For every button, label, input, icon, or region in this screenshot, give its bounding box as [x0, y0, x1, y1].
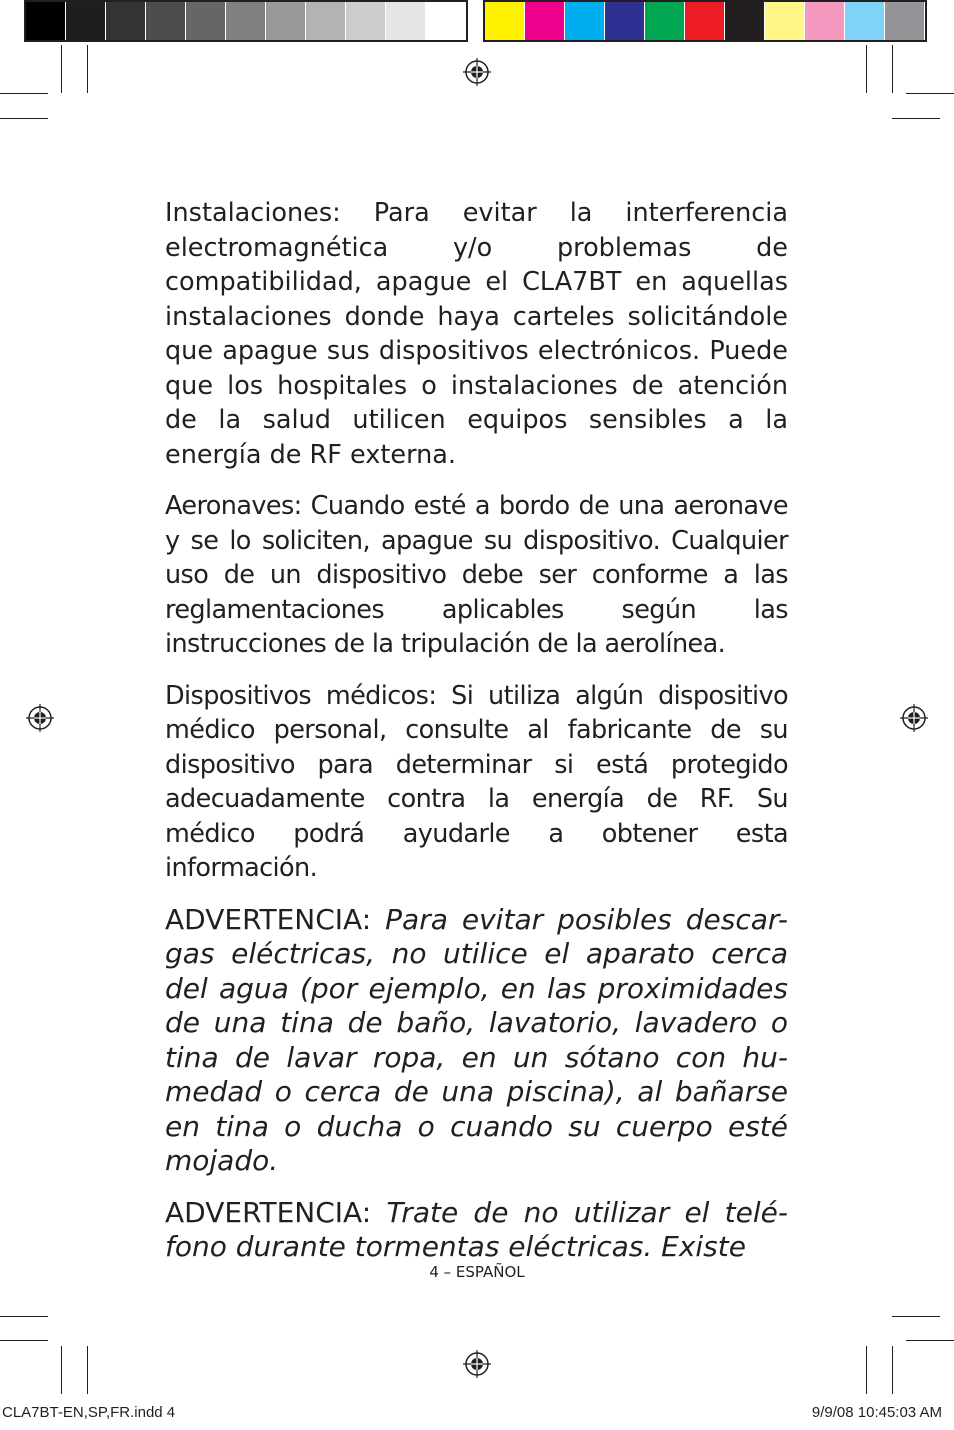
- warning-label: ADVERTENCIA:: [165, 902, 386, 936]
- warning-label: ADVERTENCIA:: [165, 1195, 387, 1229]
- warning-thunderstorm: [165, 1196, 788, 1265]
- color-swatch: [685, 2, 725, 40]
- crop-mark: [866, 1346, 867, 1394]
- color-swatch: [765, 2, 805, 40]
- grayscale-color-bar: [24, 0, 468, 42]
- color-swatch: [106, 2, 146, 40]
- slug-datetime: 9/9/08 10:45:03 AM: [811, 1404, 942, 1421]
- slug-filename: CLA7BT-EN,SP,FR.indd 4: [2, 1404, 176, 1421]
- paragraph-aircraft: Aeronaves: Cuando esté a bordo de una aeronave y se lo soliciten, apague su dispositivo. Cualquier uso de un dispositivo debe ser conforme a las reglamentaciones aplicables según las instrucciones de la tripulación de la aerolínea.: [165, 491, 788, 659]
- paragraph-installations: Instalaciones: Para evitar la interferencia electromagnética y/o problemas de compatibilidad, apague el CLA7BT en aquellas instalaciones donde haya carteles solicitándole que apague sus dispositivos electrónicos. Puede que los hospitales o instalaciones de atención de la salud utilicen equipos sensibles a la energía de RF externa.: [165, 198, 788, 470]
- color-swatch: [226, 2, 266, 40]
- crop-mark: [0, 1340, 48, 1341]
- color-swatch: [485, 2, 525, 40]
- color-swatch: [885, 2, 925, 40]
- registration-mark-icon: [463, 58, 491, 86]
- crop-mark: [866, 45, 867, 93]
- color-swatch: [845, 2, 885, 40]
- warning-electric-shock: [165, 903, 788, 1179]
- crop-mark: [0, 93, 48, 94]
- color-swatch: [306, 2, 346, 40]
- process-color-bar: [483, 0, 927, 42]
- color-swatch: [26, 2, 66, 40]
- color-swatch: [725, 2, 765, 40]
- crop-mark: [87, 1346, 88, 1394]
- crop-mark: [892, 1316, 940, 1317]
- color-swatch: [346, 2, 386, 40]
- crop-mark: [906, 1340, 954, 1341]
- warning-text: Trate de no utilizar el telé-fono durante tormentas eléctricas. Existe: [165, 1195, 789, 1263]
- crop-mark: [892, 118, 940, 119]
- crop-mark: [61, 1346, 62, 1394]
- registration-mark-icon: [26, 704, 54, 732]
- color-swatch: [525, 2, 565, 40]
- crop-mark: [87, 45, 88, 93]
- page-number: 4 – ESPAÑOL: [429, 1263, 525, 1281]
- color-swatch: [66, 2, 106, 40]
- paragraph-medical-devices: Dispositivos médicos: Si utiliza algún dispositivo médico personal, consulte al fabricante de su dispositivo para determinar si está protegido adecuadamente contra la energía de RF. Su médico podrá ayudarle a obtener esta información.: [165, 680, 788, 883]
- color-swatch: [645, 2, 685, 40]
- page-content: [165, 196, 788, 1282]
- color-swatch: [426, 2, 466, 40]
- color-swatch: [146, 2, 186, 40]
- crop-mark: [892, 45, 893, 93]
- crop-mark: [906, 93, 954, 94]
- registration-mark-icon: [463, 1350, 491, 1378]
- crop-mark: [0, 1316, 48, 1317]
- color-swatch: [805, 2, 845, 40]
- crop-mark: [61, 45, 62, 93]
- crop-mark: [0, 118, 48, 119]
- registration-mark-icon: [900, 704, 928, 732]
- color-swatch: [386, 2, 426, 40]
- color-swatch: [605, 2, 645, 40]
- color-swatch: [186, 2, 226, 40]
- crop-mark: [892, 1346, 893, 1394]
- warning-text: Para evitar posibles descar-gas eléctricas, no utilice el aparato cerca del agua (por ejemplo, en las proximidades de una tina de baño, lavatorio, lavadero o tina de lavar ropa, en un sótano con hu-medad o cerca de una piscina), al bañarse en tina o ducha o cuando su cuerpo esté mojado.: [165, 902, 788, 1177]
- color-swatch: [565, 2, 605, 40]
- color-swatch: [266, 2, 306, 40]
